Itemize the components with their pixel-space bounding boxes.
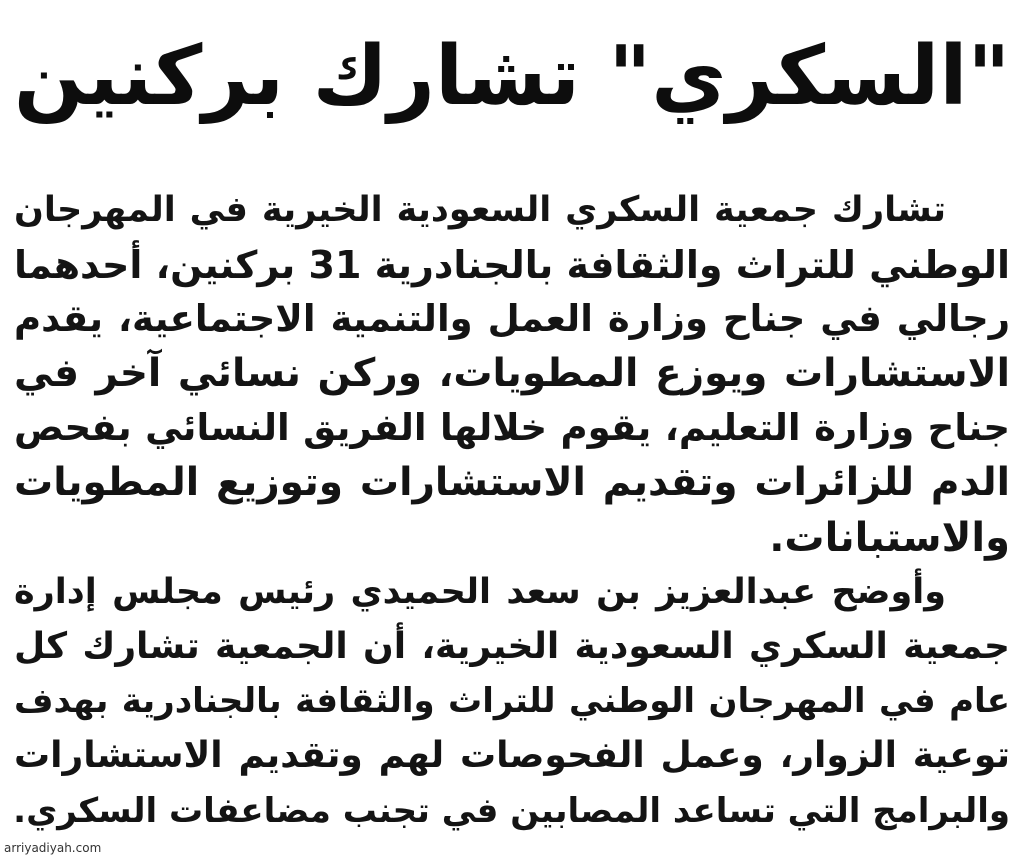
article-line: جمعية السكري السعودية الخيرية، أن الجمعية تشارك كل — [14, 625, 1010, 667]
article-line: رجالي في جناح وزارة العمل والتنمية الاجتماعية، يقدم — [14, 297, 1010, 341]
article-line: جناح وزارة التعليم، يقوم خلالها الفريق النسائي بفحص — [14, 406, 1010, 450]
article-line: توعية الزوار، وعمل الفحوصات لهم وتقديم الاستشارات — [14, 734, 1010, 776]
article-headline: "السكري" تشارك بركنين — [13, 29, 1011, 124]
article-line: عام في المهرجان الوطني للتراث والثقافة بالجنادرية بهدف — [14, 681, 1010, 722]
article-line: تشارك جمعية السكري السعودية الخيرية في المهرجان — [14, 190, 946, 230]
article-line: الدم للزائرات وتقديم الاستشارات وتوزيع المطويات — [14, 459, 1010, 505]
article-line: الوطني للتراث والثقافة بالجنادرية 31 بركنين، أحدهما — [13, 242, 1010, 287]
article-line: الاستشارات ويوزع المطويات، وركن نسائي آخر في — [14, 350, 1010, 396]
article-line: وأوضح عبدالعزيز بن سعد الحميدي رئيس مجلس إدارة — [14, 572, 946, 613]
article-line: والاستبانات. — [769, 514, 1010, 561]
source-credit: arriyadiyah.com — [4, 841, 102, 855]
article-body — [14, 183, 1010, 838]
article-line: والبرامج التي تساعد المصابين في تجنب مضاعفات السكري. — [13, 790, 1010, 831]
